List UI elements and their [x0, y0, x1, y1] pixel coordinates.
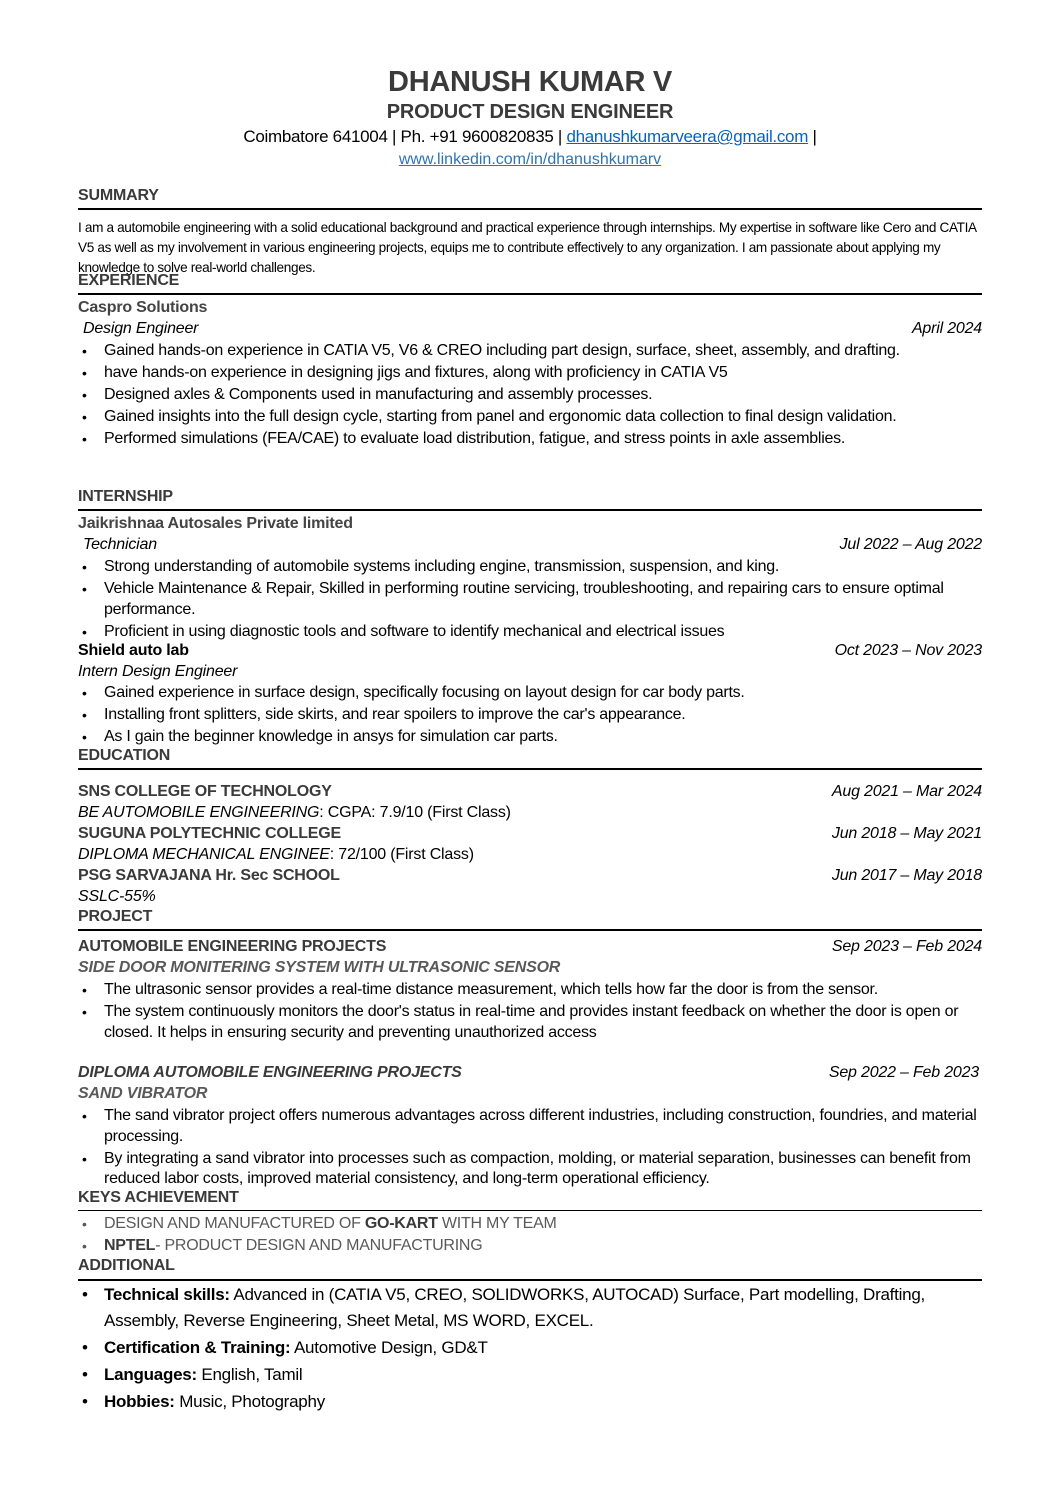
school-name: PSG SARVAJANA Hr. Sec SCHOOL: [78, 867, 340, 884]
job-date: April 2024: [911, 320, 982, 337]
education-row: [78, 866, 982, 886]
section-divider: [78, 293, 982, 295]
email-link[interactable]: dhanushkumarveera@gmail.com: [566, 127, 809, 146]
degree-name: SSLC-55%: [78, 888, 156, 905]
degree-name: BE AUTOMOBILE ENGINEERING: [78, 804, 320, 821]
project-bullets: [78, 1106, 982, 1191]
job-role: Technician: [83, 536, 157, 553]
additional-text: Music, Photography: [174, 1391, 325, 1411]
bullet-item: • Vehicle Maintenance & Repair, Skilled in performing routine servicing, troubleshooting, and repairing cars to ensure optimal performance.: [78, 579, 982, 620]
additional-text: Automotive Design, GD&T: [290, 1337, 488, 1357]
internship-bullets: [78, 557, 982, 644]
bullet-item: • By integrating a sand vibrator into processes such as compaction, molding, or material separation, businesses can benefit from reduced labor costs, improved material consistency, and long-term operational efficiency.: [78, 1149, 982, 1190]
contact-separator: |: [808, 127, 817, 146]
project-group-row: [78, 937, 982, 957]
bullet-item: • have hands-on experience in designing jigs and fixtures, along with proficiency in CATIA V5: [78, 363, 982, 384]
achievement-item: [78, 1236, 982, 1257]
project-title-row: [78, 958, 982, 978]
additional-label: Technical skills:: [104, 1285, 230, 1304]
section-divider: [78, 509, 982, 511]
education-date: Jun 2018 – May 2021: [831, 825, 982, 842]
section-heading-education: EDUCATION: [78, 747, 171, 764]
achievement-text: DESIGN AND MANUFACTURED OF: [104, 1215, 365, 1232]
bullet-item: • Performed simulations (FEA/CAE) to evaluate load distribution, fatigue, and stress points in axle assemblies.: [78, 429, 982, 450]
project-title: SAND VIBRATOR: [78, 1085, 208, 1102]
job-date: Oct 2023 – Nov 2023: [834, 642, 982, 659]
internship-bullets: [78, 683, 982, 749]
additional-item: [78, 1362, 982, 1388]
experience-role-row: [78, 319, 982, 339]
bullet-item: • Designed axles & Components used in manufacturing and assembly processes.: [78, 385, 982, 406]
experience-bullets: [78, 341, 982, 451]
bullet-item: • As I gain the beginner knowledge in ansys for simulation car parts.: [78, 727, 982, 748]
section-divider: [78, 768, 982, 770]
achievement-highlight: GO-KART: [364, 1215, 438, 1232]
section-divider: [78, 208, 982, 210]
internship-role-row: [78, 535, 982, 555]
additional-text: English, Tamil: [196, 1364, 303, 1384]
internship-role-row: [78, 662, 982, 682]
degree-score: : CGPA: 7.9/10 (First Class): [319, 804, 511, 821]
achievement-item: [78, 1214, 982, 1235]
company-name: Jaikrishnaa Autosales Private limited: [78, 515, 353, 532]
school-name: SNS COLLEGE OF TECHNOLOGY: [78, 783, 332, 800]
summary-text: I am a automobile engineering with a solid educational background and practical experience through internships. My expertise in software like Cero and CATIA V5 as well as my involvement in various engineering projects, equips me to contribute effectively to any organization. I am passionate about applying my knowledge to solve real-world challenges.: [78, 220, 976, 275]
section-divider: [78, 1210, 982, 1211]
additional-label: Hobbies:: [104, 1391, 175, 1411]
project-group: DIPLOMA AUTOMOBILE ENGINEERING PROJECTS: [78, 1064, 462, 1081]
achievement-text: - PRODUCT DESIGN AND MANUFACTURING: [155, 1237, 483, 1254]
achievement-list: [78, 1214, 982, 1258]
bullet-item: • Installing front splitters, side skirts, and rear spoilers to improve the car's appearance.: [78, 705, 982, 726]
bullet-item: • Gained hands-on experience in CATIA V5, V6 & CREO including part design, surface, sheet, assembly, and drafting.: [78, 341, 982, 362]
degree-name: DIPLOMA MECHANICAL ENGINEE: [78, 846, 330, 863]
additional-list: [78, 1282, 982, 1416]
bullet-item: • The ultrasonic sensor provides a real-time distance measurement, which tells how far the door is from the sensor.: [78, 980, 982, 1001]
job-date: Jul 2022 – Aug 2022: [839, 536, 982, 553]
bullet-item: • Gained experience in surface design, specifically focusing on layout design for car body parts.: [78, 683, 982, 704]
degree-row: [78, 845, 982, 865]
degree-score: : 72/100 (First Class): [329, 846, 474, 863]
additional-label: Certification & Training:: [104, 1337, 291, 1357]
education-row: [78, 782, 982, 802]
bullet-item: • Proficient in using diagnostic tools and software to identify mechanical and electrical issues: [78, 622, 982, 643]
education-row: [78, 824, 982, 844]
project-date: Sep 2022 – Feb 2023: [828, 1064, 979, 1081]
section-heading-summary: SUMMARY: [78, 187, 159, 204]
achievement-text: WITH MY TEAM: [437, 1215, 557, 1232]
candidate-name: DHANUSH KUMAR V: [388, 66, 672, 98]
section-divider: [78, 1279, 982, 1281]
additional-text: Advanced in (CATIA V5, CREO, SOLIDWORKS, AUTOCAD) Surface, Part modelling, Drafting, Assembly, Reverse Engineering, Sheet Metal, MS WORD, EXCEL.: [104, 1285, 926, 1330]
section-divider: [78, 929, 982, 931]
job-role: Design Engineer: [83, 320, 199, 337]
bullet-item: • The sand vibrator project offers numerous advantages across different industries, including construction, foundries, and material processing.: [78, 1106, 982, 1147]
section-heading-project: PROJECT: [78, 908, 153, 925]
additional-item: [78, 1335, 982, 1361]
section-heading-internship: INTERNSHIP: [78, 488, 173, 505]
company-name: Caspro Solutions: [78, 299, 208, 316]
additional-label: Languages:: [104, 1364, 197, 1384]
degree-row: [78, 803, 982, 823]
project-group-row: [78, 1063, 979, 1083]
company-name: Shield auto lab: [78, 642, 189, 659]
bullet-item: • Gained insights into the full design cycle, starting from panel and ergonomic data collection to final design validation.: [78, 407, 982, 428]
internship-company-row: [78, 641, 982, 661]
school-name: SUGUNA POLYTECHNIC COLLEGE: [78, 825, 341, 842]
additional-item: [78, 1389, 982, 1415]
experience-company-row: [78, 298, 982, 318]
additional-item: [78, 1282, 982, 1333]
contact-line: [78, 127, 982, 147]
linkedin-link[interactable]: www.linkedin.com/in/dhanushkumarv: [398, 151, 662, 168]
achievement-highlight: NPTEL: [104, 1237, 156, 1254]
internship-company-row: [78, 514, 982, 534]
section-heading-additional: ADDITIONAL: [78, 1257, 175, 1274]
degree-row: [78, 887, 982, 907]
section-heading-experience: EXPERIENCE: [78, 272, 180, 289]
project-title-row: [78, 1084, 982, 1104]
candidate-title: PRODUCT DESIGN ENGINEER: [386, 101, 674, 123]
job-role: Intern Design Engineer: [78, 663, 238, 680]
education-date: Jun 2017 – May 2018: [831, 867, 982, 884]
project-bullets: [78, 980, 982, 1045]
contact-details: Coimbatore 641004 | Ph. +91 9600820835 |: [243, 127, 567, 146]
project-group: AUTOMOBILE ENGINEERING PROJECTS: [78, 938, 387, 955]
project-title: SIDE DOOR MONITERING SYSTEM WITH ULTRASONIC SENSOR: [78, 959, 561, 976]
bullet-item: • The system continuously monitors the door's status in real-time and provides instant feedback on whether the door is open or closed. It helps in ensuring security and preventing unauthorized access: [78, 1002, 982, 1043]
section-heading-achievements: KEYS ACHIEVEMENT: [78, 1189, 239, 1206]
bullet-item: • Strong understanding of automobile systems including engine, transmission, suspension, and king.: [78, 557, 982, 578]
linkedin-line: [78, 151, 982, 169]
project-date: Sep 2023 – Feb 2024: [831, 938, 982, 955]
education-date: Aug 2021 – Mar 2024: [831, 783, 982, 800]
